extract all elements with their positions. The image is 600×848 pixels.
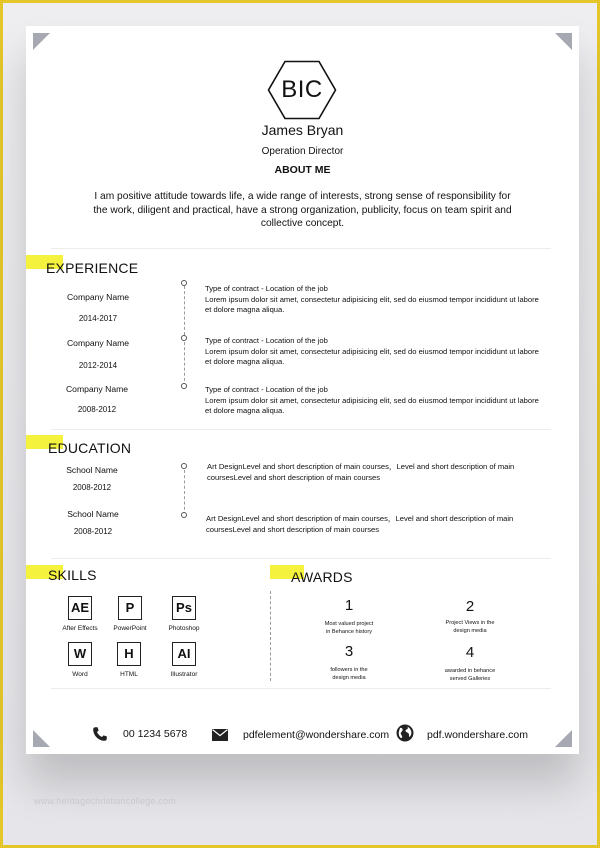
divider xyxy=(51,248,551,249)
experience-description: Lorem ipsum dolor sit amet, consectetur adipisicing elit, sed do eiusmod tempor incididunt ut labore et dolore magna aliqua. xyxy=(205,395,539,416)
education-description: Art DesignLevel and short description of main courses，Level and short description of main coursesLevel and short description of main courses xyxy=(207,462,515,482)
divider xyxy=(51,429,551,430)
contract-line: Type of contract - Location of the job xyxy=(205,385,328,394)
experience-description: Lorem ipsum dolor sit amet, consectetur adipisicing elit, sed do eiusmod tempor incididunt ut labore et dolore magna aliqua. xyxy=(205,294,539,315)
timeline-dot xyxy=(181,383,187,389)
timeline-dot xyxy=(181,335,187,341)
html-icon: H xyxy=(117,642,141,666)
company-name: Company Name xyxy=(65,384,129,394)
divider xyxy=(51,558,551,559)
company-dates: 2012-2014 xyxy=(78,361,118,370)
contract-line: Type of contract - Location of the job xyxy=(205,284,328,293)
skill-label: After Effects xyxy=(62,625,98,632)
school-name: School Name xyxy=(67,509,119,519)
logo-text: BIC xyxy=(281,76,323,103)
award-text-line: Most valued project xyxy=(324,621,374,627)
phone-number: 00 1234 5678 xyxy=(123,728,188,740)
envelope-icon xyxy=(212,728,228,746)
school-dates: 2008-2012 xyxy=(73,527,113,536)
award-text xyxy=(309,621,389,636)
award-text xyxy=(430,620,510,635)
corner-triangle-bottom-left xyxy=(33,730,50,747)
company-name: Company Name xyxy=(66,338,130,348)
person-role: Operation Director xyxy=(261,146,344,157)
company-name: Company Name xyxy=(66,292,130,302)
about-heading: ABOUT ME xyxy=(274,164,331,176)
education-title: EDUCATION xyxy=(48,440,132,456)
timeline-dot xyxy=(181,280,187,286)
award-number: 3 xyxy=(344,643,354,660)
timeline-dot xyxy=(181,512,187,518)
skill-label: Photoshop xyxy=(168,625,200,632)
award-text-line: design media xyxy=(453,627,487,634)
website-link[interactable]: pdf.wondershare.com xyxy=(427,729,528,741)
about-text: I am positive attitude towards life, a wide range of interests, strong sense of responsibility for the work, diligent and practical, have a strong organization, publicity, focus on team spirit and collective concept. xyxy=(93,191,512,229)
divider xyxy=(51,688,551,689)
after-effects-icon: AE xyxy=(68,596,92,620)
skills-title: SKILLS xyxy=(48,567,97,583)
award-number: 4 xyxy=(465,644,475,661)
experience-title: EXPERIENCE xyxy=(46,260,139,276)
awards-title: AWARDS xyxy=(291,569,353,585)
award-text-line: followers in the xyxy=(330,667,368,673)
skill-label: PowerPoint xyxy=(113,625,147,632)
experience-entry xyxy=(205,336,545,368)
experience-description: Lorem ipsum dolor sit amet, consectetur adipisicing elit, sed do eiusmod tempor incididunt ut labore et dolore magna aliqua. xyxy=(205,346,539,367)
resume-sheet xyxy=(26,26,579,754)
experience-entry xyxy=(205,284,545,316)
email-link[interactable]: pdfelement@wondershare.com xyxy=(243,729,390,741)
award-text-line: design media xyxy=(332,674,366,681)
timeline-line xyxy=(184,470,185,515)
award-text xyxy=(430,668,510,683)
illustrator-icon: AI xyxy=(172,642,196,666)
award-text xyxy=(309,667,389,682)
award-number: 2 xyxy=(465,598,475,615)
contract-line: Type of contract - Location of the job xyxy=(205,336,328,345)
corner-triangle-top-left xyxy=(33,33,50,50)
corner-triangle-bottom-right xyxy=(555,730,572,747)
education-description: Art DesignLevel and short description of main courses，Level and short description of main coursesLevel and short description of main courses xyxy=(206,514,514,534)
company-dates: 2008-2012 xyxy=(77,405,117,414)
award-text-line: Project Views in the xyxy=(445,620,495,626)
phone-icon xyxy=(92,726,108,747)
award-text-line: in Behance history xyxy=(325,628,373,635)
skill-label: HTML xyxy=(120,671,138,678)
corner-triangle-top-right xyxy=(555,33,572,50)
photoshop-icon: Ps xyxy=(172,596,196,620)
person-name: James Bryan xyxy=(261,122,344,138)
word-icon: W xyxy=(68,642,92,666)
powerpoint-icon: P xyxy=(118,596,142,620)
award-text-line: served Galleries xyxy=(449,675,491,682)
company-dates: 2014-2017 xyxy=(78,314,118,323)
watermark: www.heritagechristiancollege.com xyxy=(34,796,176,806)
timeline-dot xyxy=(181,463,187,469)
skill-label: Word xyxy=(72,671,88,678)
globe-icon xyxy=(396,724,414,747)
school-name: School Name xyxy=(66,465,118,475)
logo-hexagon xyxy=(267,60,337,120)
award-number: 1 xyxy=(344,597,354,614)
awards-divider-line xyxy=(270,591,271,681)
school-dates: 2008-2012 xyxy=(72,483,112,492)
experience-entry xyxy=(205,385,545,417)
skill-label: Illustrator xyxy=(170,671,198,678)
award-text-line: awarded in behance xyxy=(444,668,496,674)
